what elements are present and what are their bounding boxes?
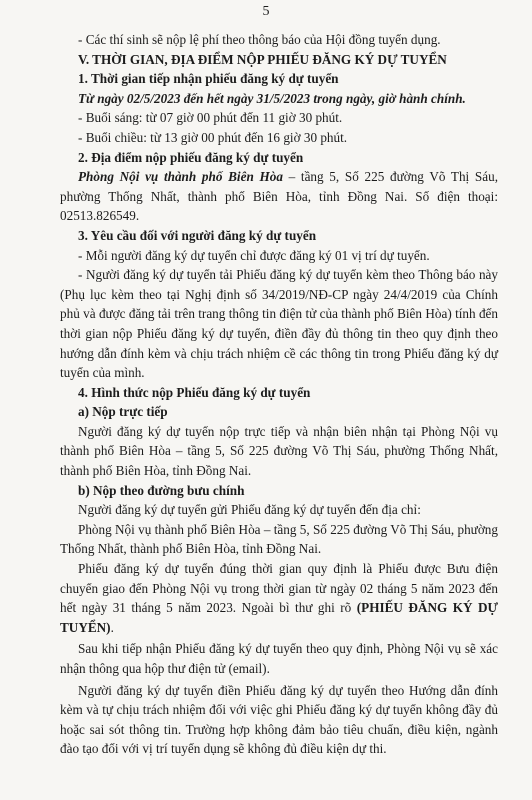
postal-address: Phòng Nội vụ thành phố Biên Hòa – tầng 5, Số 225 đường Võ Thị Sáu, phường Thống Nhất, thành phố Biên Hòa, tỉnh Đồng Nai. — [60, 521, 498, 557]
reception-period: Từ ngày 02/5/2023 đến hết ngày 31/5/2023 trong ngày, giờ hành chính. — [78, 90, 466, 106]
submission-office: Phòng Nội vụ thành phố Biên Hòa — [78, 169, 283, 185]
heading-4: 4. Hình thức nộp Phiếu đăng ký dự tuyển — [78, 384, 311, 400]
postal-deadline-text: Phiếu đăng ký dự tuyển đúng thời gian quy định là Phiếu được Bưu điện chuyển giao đến Phòng Nội vụ trong thời gian từ ngày 02 tháng 5 năm 2023 đến hết ngày 31 tháng 5 năm 2023. Ngoài bì thư ghi rõ — [60, 561, 498, 616]
postal-deadline — [60, 559, 498, 637]
heading-4b: b) Nộp theo đường bưu chính — [78, 482, 245, 498]
requirement-2: - Người đăng ký dự tuyển tải Phiếu đăng ký dự tuyển kèm theo Thông báo này (Phụ lục kèm theo tại Nghị định số 34/2019/NĐ-CP ngày 24/4/2019 của Chính phủ và được đăng tải trên trang thông tin điện tử của thành phố Biên Hòa) tính đến thời gian nộp Phiếu đăng ký dự tuyển, điền đầy đủ thông tin theo quy định theo hướng dẫn đính kèm và chịu trách nhiệm cề các thông tin trong Phiếu đăng ký dự tuyển của mình. — [60, 267, 498, 381]
envelope-label: (PHIẾU ĐĂNG KÝ DỰ TUYỂN) — [60, 600, 498, 635]
fee-note: - Các thí sinh sẽ nộp lệ phí theo thông báo của Hội đồng tuyển dụng. — [78, 32, 441, 47]
heading-2: 2. Địa điểm nộp phiếu đăng ký dự tuyển — [78, 149, 304, 165]
postal-deadline-end: . — [110, 619, 114, 635]
submission-place — [60, 167, 498, 226]
document-body — [60, 30, 498, 759]
email-confirmation: Sau khi tiếp nhận Phiếu đăng ký dự tuyển theo quy định, Phòng Nội vụ sẽ xác nhận thông qua hộp thư điện tử (email). — [60, 641, 498, 676]
heading-4a: a) Nộp trực tiếp — [78, 404, 168, 420]
postal-intro: Người đăng ký dự tuyển gửi Phiếu đăng ký dự tuyển đến địa chỉ: — [78, 502, 421, 518]
heading-3: 3. Yêu cầu đối với người đăng ký dự tuyển — [78, 227, 317, 243]
submission-address: – tầng 5, Số 225 đường Võ Thị Sáu, phường Thống Nhất, thành phố Biên Hòa, tỉnh Đồng Nai. Số điện thoại: 02513.826549. — [60, 169, 498, 224]
requirement-1: - Mỗi người đăng ký dự tuyển chỉ được đăng ký 01 vị trí dự tuyển. — [78, 247, 430, 263]
direct-submission-text: Người đăng ký dự tuyển nộp trực tiếp và nhận biên nhận tại Phòng Nội vụ thành phố Biên Hòa – tầng 5, Số 225 đường Võ Thị Sáu, phường Thống Nhất, thành phố Biên Hòa, tỉnh Đồng Nai. — [60, 423, 498, 479]
morning-hours: - Buổi sáng: từ 07 giờ 00 phút đến 11 giờ 30 phút. — [78, 110, 343, 126]
responsibility-note: Người đăng ký dự tuyển điền Phiếu đăng ký dự tuyển theo Hướng dẫn đính kèm và tự chịu trách nhiệm đối với việc ghi Phiếu đăng ký dự tuyển không đầy đủ hoặc sai sót thông tin. Trường hợp không đảm bảo tiêu chuẩn, điều kiện, ngành đào tạo đối với vị trí tuyển dụng sẽ không đủ điều kiện dự thi. — [60, 682, 498, 757]
page-number: 5 — [262, 4, 270, 19]
heading-1: 1. Thời gian tiếp nhận phiếu đăng ký dự tuyển — [78, 71, 339, 87]
afternoon-hours: - Buổi chiều: từ 13 giờ 00 phút đến 16 giờ 30 phút. — [78, 129, 348, 145]
section-v-heading: V. THỜI GIAN, ĐỊA ĐIỂM NỘP PHIẾU ĐĂNG KÝ DỰ TUYỂN — [78, 51, 447, 67]
